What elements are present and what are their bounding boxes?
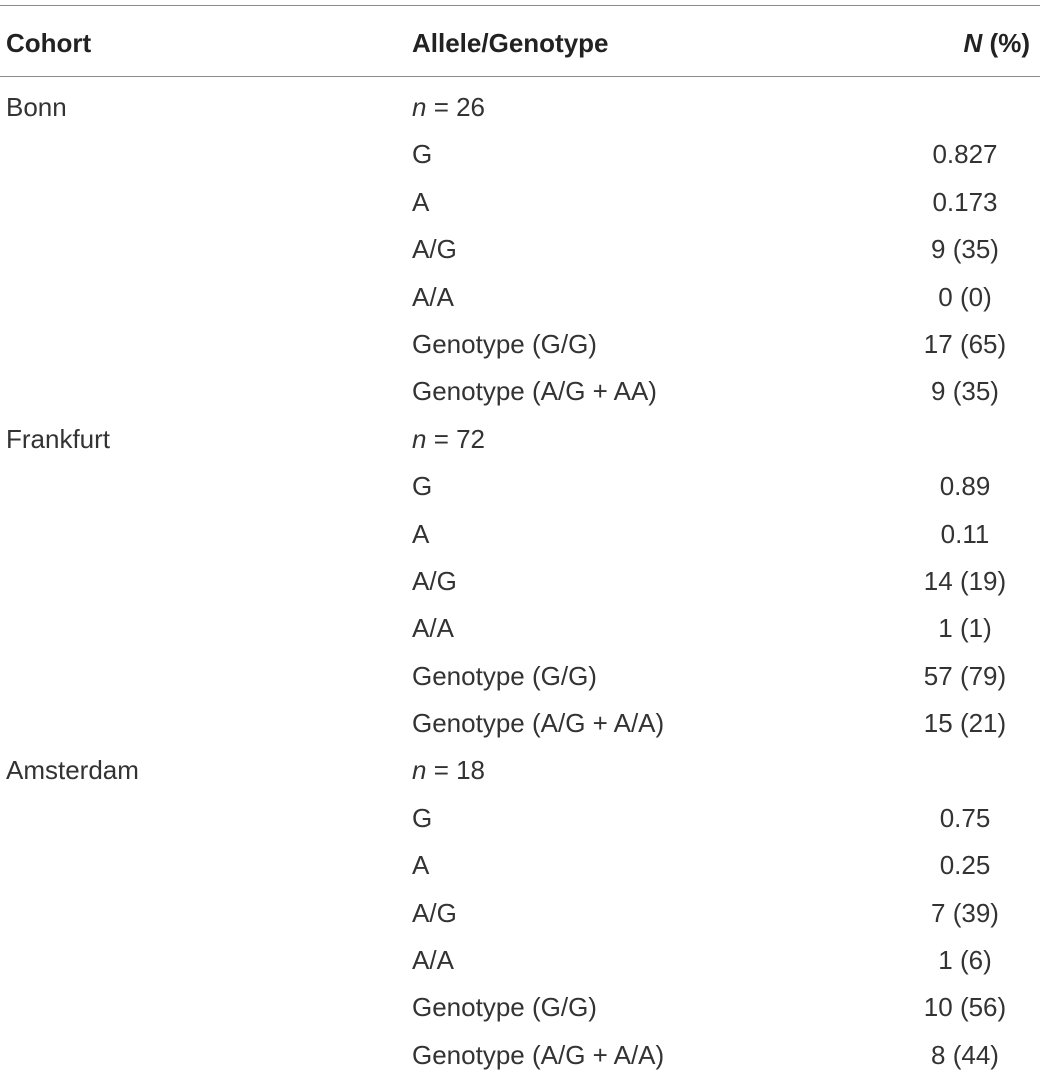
- allele-cell: [412, 755, 485, 785]
- header-n-percent: [964, 28, 1030, 58]
- table-row: [0, 607, 1040, 654]
- n-percent-cell: 0.827: [932, 139, 998, 170]
- allele-cell: A/G: [412, 234, 457, 265]
- table-row: [0, 560, 1040, 607]
- allele-cell: A: [412, 518, 430, 549]
- table-row: [0, 276, 1040, 323]
- table-row: [0, 655, 1040, 702]
- n-percent-cell: 10 (56): [923, 992, 1007, 1023]
- header-cohort: Cohort: [6, 28, 92, 58]
- allele-cell: A/A: [412, 281, 454, 312]
- n-percent-cell: 0.11: [940, 518, 990, 549]
- n-percent-cell: 14 (19): [923, 565, 1007, 596]
- table-row: [0, 513, 1040, 560]
- table-header-row: [0, 6, 1040, 76]
- allele-cell: A: [412, 850, 430, 881]
- n-percent-cell: 1 (1): [938, 613, 992, 644]
- header-n-suffix: (%): [982, 28, 1030, 58]
- allele-cell: A: [412, 186, 430, 217]
- n-percent-cell: 17 (65): [923, 328, 1007, 359]
- n-percent-cell: 9 (35): [931, 234, 999, 265]
- table-row: [0, 797, 1040, 844]
- table-row: [0, 181, 1040, 228]
- table-row: [0, 986, 1040, 1033]
- table-row: [0, 228, 1040, 275]
- sample-size-n-italic: n: [412, 755, 427, 786]
- allele-cell: Genotype (G/G): [412, 992, 597, 1023]
- allele-cell: A/A: [412, 613, 454, 644]
- allele-cell: Genotype (A/G + AA): [412, 376, 657, 407]
- table-row: [0, 749, 1040, 796]
- n-percent-cell: 7 (39): [931, 897, 999, 928]
- table-row: [0, 370, 1040, 417]
- table-row: [0, 86, 1040, 133]
- allele-cell: A/G: [412, 565, 457, 596]
- allele-cell: [412, 424, 485, 454]
- allele-cell: G: [412, 802, 433, 833]
- sample-size-value: = 18: [426, 755, 486, 786]
- n-percent-cell: 9 (35): [931, 376, 999, 407]
- table-body: [0, 86, 1040, 1081]
- allele-cell: G: [412, 471, 433, 502]
- table-row: [0, 1034, 1040, 1081]
- table-row: [0, 939, 1040, 986]
- allele-cell: [412, 92, 485, 122]
- cohort-cell: Bonn: [6, 92, 67, 122]
- n-percent-cell: 0.75: [939, 802, 991, 833]
- sample-size-n-italic: n: [412, 92, 427, 122]
- allele-cell: A/A: [412, 945, 454, 976]
- table-row: [0, 892, 1040, 939]
- allele-cell: Genotype (A/G + A/A): [412, 708, 665, 739]
- sample-size-value: = 26: [426, 92, 486, 122]
- n-percent-cell: 8 (44): [931, 1039, 999, 1070]
- n-percent-cell: 1 (6): [938, 945, 992, 976]
- allele-cell: A/G: [412, 897, 457, 928]
- table-row: [0, 702, 1040, 749]
- table-row: [0, 323, 1040, 370]
- n-percent-cell: 57 (79): [923, 660, 1007, 691]
- header-allele-genotype: Allele/Genotype: [412, 28, 609, 58]
- allele-cell: Genotype (A/G + A/A): [412, 1039, 665, 1070]
- n-percent-cell: 0.89: [939, 471, 991, 502]
- cohort-cell: Amsterdam: [6, 755, 139, 786]
- allele-cell: Genotype (G/G): [412, 660, 597, 691]
- header-n-italic: N: [963, 28, 983, 58]
- table-row: [0, 465, 1040, 512]
- table-row: [0, 418, 1040, 465]
- sample-size-value: = 72: [426, 423, 486, 454]
- n-percent-cell: 15 (21): [923, 708, 1007, 739]
- cohort-cell: Frankfurt: [6, 423, 111, 454]
- sample-size-n-italic: n: [412, 423, 427, 454]
- n-percent-cell: 0.173: [932, 186, 998, 217]
- n-percent-cell: 0.25: [939, 850, 991, 881]
- allele-cell: G: [412, 139, 433, 170]
- table-row: [0, 844, 1040, 891]
- table-row: [0, 133, 1040, 180]
- allele-cell: Genotype (G/G): [412, 328, 597, 359]
- n-percent-cell: 0 (0): [938, 281, 992, 312]
- table-header-rule: [0, 76, 1040, 77]
